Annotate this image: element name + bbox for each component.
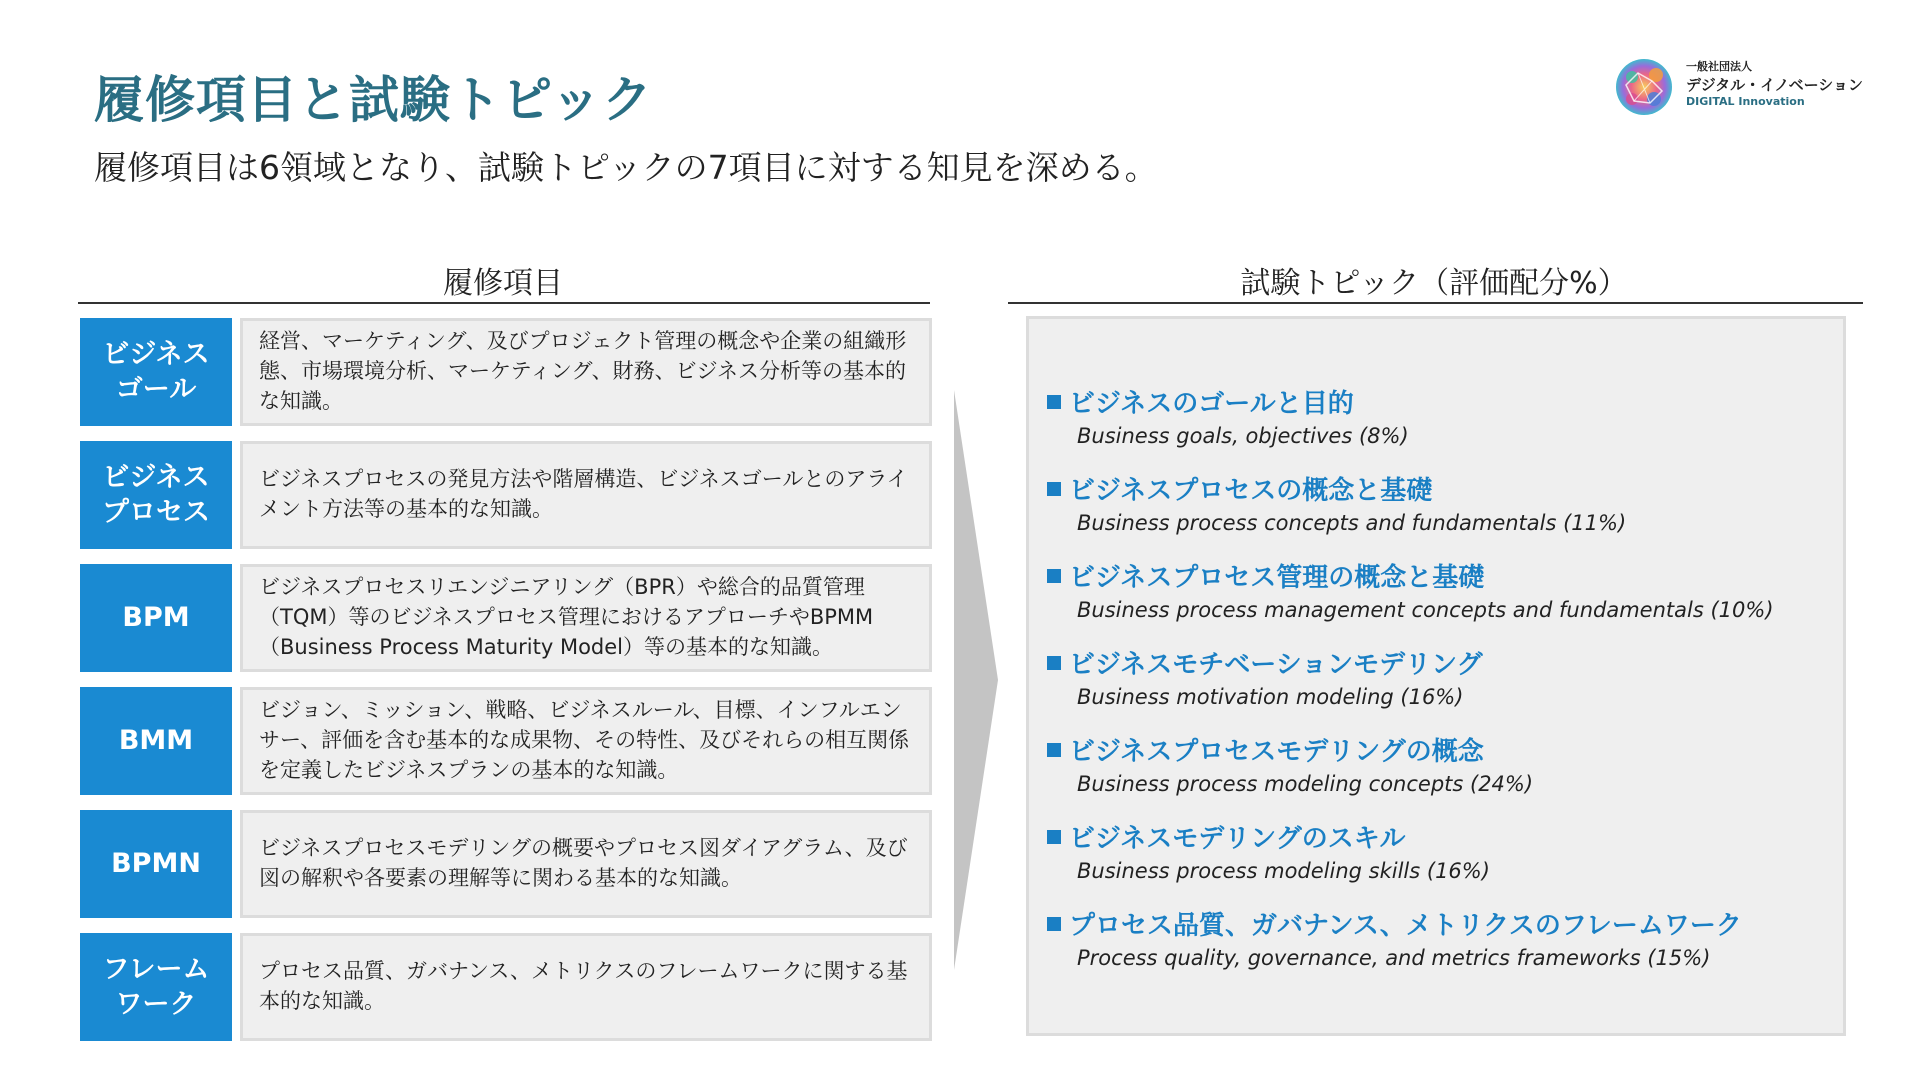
curriculum-row-label: フレーム ワーク bbox=[80, 933, 232, 1041]
curriculum-row-label: BMM bbox=[80, 687, 232, 795]
exam-topics-heading-divider bbox=[1008, 302, 1863, 304]
curriculum-row-description bbox=[240, 318, 932, 426]
curriculum-row-description bbox=[240, 564, 932, 672]
exam-topics-panel bbox=[1026, 316, 1846, 1036]
curriculum-row-label: ビジネス プロセス bbox=[80, 441, 232, 549]
curriculum-row-label: BPMN bbox=[80, 810, 232, 918]
exam-topic-subtitle: Business motivation modeling (16%) bbox=[1077, 685, 1464, 709]
square-bullet-icon bbox=[1047, 917, 1061, 931]
exam-topic-item bbox=[1047, 648, 1483, 712]
curriculum-row-bpmn bbox=[80, 810, 932, 918]
exam-topic-title: ビジネスモデリングのスキル bbox=[1069, 824, 1406, 854]
curriculum-row-bmm bbox=[80, 687, 932, 795]
curriculum-row-description bbox=[240, 810, 932, 918]
company-logo bbox=[1612, 52, 1872, 122]
page-title: 履修項目と試験トピック bbox=[94, 71, 653, 129]
exam-topic-subtitle: Business process management concepts and fundamentals (10%) bbox=[1077, 598, 1774, 622]
exam-topic-title: ビジネスモチベーションモデリング bbox=[1069, 650, 1483, 680]
curriculum-row-description-text: プロセス品質、ガバナンス、メトリクスのフレームワークに関する基本的な知識。 bbox=[259, 959, 908, 1013]
exam-topic-item bbox=[1047, 822, 1490, 886]
logo-name-jp: デジタル・イノベーション bbox=[1686, 76, 1864, 94]
square-bullet-icon bbox=[1047, 482, 1061, 496]
exam-topic-item bbox=[1047, 387, 1409, 451]
curriculum-row-description-text: 経営、マーケティング、及びプロジェクト管理の概念や企業の組織形態、市場環境分析、マーケティング、財務、ビジネス分析等の基本的な知識。 bbox=[259, 329, 907, 413]
curriculum-heading-divider bbox=[78, 302, 930, 304]
exam-topic-title: ビジネスのゴールと目的 bbox=[1069, 389, 1354, 419]
exam-topic-item bbox=[1047, 561, 1774, 625]
curriculum-row-business-goal bbox=[80, 318, 932, 426]
exam-topic-subtitle: Business process concepts and fundamentals (11%) bbox=[1077, 511, 1627, 535]
curriculum-row-description-text: ビジョン、ミッション、戦略、ビジネスルール、目標、インフルエンサー、評価を含む基本的な成果物、その特性、及びそれらの相互関係を定義したビジネスプランの基本的な知識。 bbox=[259, 698, 910, 782]
curriculum-row-description-text: ビジネスプロセスモデリングの概要やプロセス図ダイアグラム、及び図の解釈や各要素の理解等に関わる基本的な知識。 bbox=[259, 836, 908, 890]
curriculum-row-framework bbox=[80, 933, 932, 1041]
exam-topic-title: ビジネスプロセスの概念と基礎 bbox=[1069, 476, 1433, 506]
exam-topic-subtitle: Business goals, objectives (8%) bbox=[1077, 424, 1409, 448]
square-bullet-icon bbox=[1047, 743, 1061, 757]
right-arrow-icon bbox=[950, 390, 1002, 970]
exam-topic-subtitle: Process quality, governance, and metrics frameworks (15%) bbox=[1077, 946, 1711, 970]
logo-name-en: DIGITAL Innovation bbox=[1686, 95, 1805, 108]
page-subtitle: 履修項目は6領域となり、試験トピックの7項目に対する知見を深める。 bbox=[94, 148, 1158, 187]
curriculum-row-description bbox=[240, 687, 932, 795]
exam-topic-title: ビジネスプロセス管理の概念と基礎 bbox=[1069, 563, 1485, 593]
curriculum-row-label: BPM bbox=[80, 564, 232, 672]
exam-topics-heading: 試験トピック（評価配分%） bbox=[1240, 266, 1628, 301]
curriculum-row-description-text: ビジネスプロセスの発見方法や階層構造、ビジネスゴールとのアライメント方法等の基本的な知識。 bbox=[259, 467, 908, 521]
curriculum-row-label: ビジネス ゴール bbox=[80, 318, 232, 426]
curriculum-row-description bbox=[240, 933, 932, 1041]
curriculum-heading: 履修項目 bbox=[443, 266, 563, 301]
square-bullet-icon bbox=[1047, 656, 1061, 670]
logo-mark-icon bbox=[1612, 55, 1676, 119]
exam-topic-item bbox=[1047, 474, 1626, 538]
square-bullet-icon bbox=[1047, 395, 1061, 409]
square-bullet-icon bbox=[1047, 569, 1061, 583]
exam-topic-item bbox=[1047, 735, 1533, 799]
curriculum-row-bpm bbox=[80, 564, 932, 672]
exam-topic-title: ビジネスプロセスモデリングの概念 bbox=[1069, 737, 1484, 767]
exam-topic-item bbox=[1047, 909, 1742, 973]
exam-topic-title: プロセス品質、ガバナンス、メトリクスのフレームワーク bbox=[1069, 911, 1742, 941]
curriculum-row-business-process bbox=[80, 441, 932, 549]
square-bullet-icon bbox=[1047, 830, 1061, 844]
curriculum-row-description bbox=[240, 441, 932, 549]
exam-topic-subtitle: Business process modeling skills (16%) bbox=[1077, 859, 1490, 883]
logo-org-type: 一般社団法人 bbox=[1686, 60, 1752, 73]
curriculum-row-description-text: ビジネスプロセスリエンジニアリング（BPR）や総合的品質管理（TQM）等のビジネスプロセス管理におけるアプローチやBPMM（Business Process Maturity Model）等の基本的な知識。 bbox=[259, 575, 874, 659]
exam-topic-subtitle: Business process modeling concepts (24%) bbox=[1077, 772, 1534, 796]
